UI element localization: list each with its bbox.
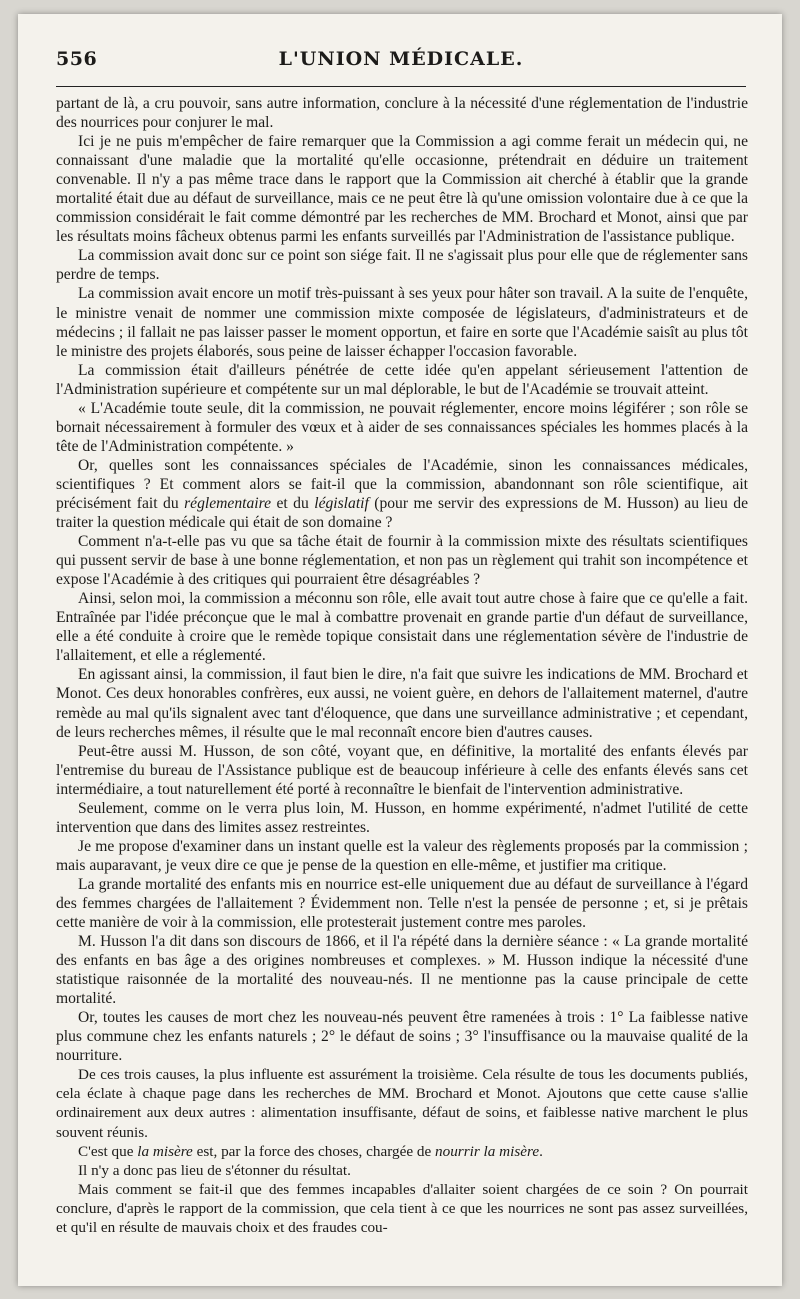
running-title: L'UNION MÉDICALE. — [278, 48, 524, 70]
paragraph-text: est, par la force des choses, chargée de — [192, 1142, 435, 1160]
paragraph — [56, 1008, 748, 1065]
paragraph-text: M. Husson l'a dit dans son discours de 1866, et il l'a répété dans la dernière séance : « La grande mortalité des enfants en bas âge a des origines nombreuses et complexes. » M. Husson indique la nécessité d'une statistique raisonnée de la mortalité des nouveau-nés. Il ne mentionne pas la cause principale de cette mortalité. — [56, 933, 748, 1008]
paragraph-text: Or, quelles sont les connaissances spéciales de l'Académie, sinon les connaissances médicales, scientifiques ? Et comment alors se fait-il que la commission, abandonnant son rôle scientifique, ait précisément fait du — [56, 456, 748, 512]
page-number: 556 — [56, 48, 98, 70]
paragraph — [56, 361, 748, 399]
italic-text: réglementaire — [184, 494, 271, 512]
paragraph-text: La commission avait encore un motif très-puissant à ses yeux pour hâter son travail. A la suite de l'enquête, le ministre venait de nommer une commission mixte composée de législateurs, d'administrateurs et de médecins ; il fallait ne pas laisser passer le moment opportun, et faire en sorte que l'Académie saisît au plus tôt le ministre des projets élaborés, sous peine de laisser échapper l'occasion favorable. — [56, 285, 748, 360]
header-rule — [56, 86, 746, 87]
paragraph-text: Peut-être aussi M. Husson, de son côté, voyant que, en définitive, la mortalité des enfants élevés par l'entremise du bureau de l'Assistance publique est de beaucoup inférieure à celle des enfants élevés sans cet intermédiaire, a tout naturellement été porté à reconnaître le bienfait de l'intervention administrative. — [56, 742, 748, 798]
paragraph — [56, 1180, 748, 1237]
paragraph-text: Il n'y a donc pas lieu de s'étonner du résultat. — [78, 1161, 351, 1179]
paragraph — [56, 1065, 748, 1141]
paragraph-text: Ainsi, selon moi, la commission a méconnu son rôle, elle avait tout autre chose à faire que ce qu'elle a fait. Entraînée par l'idée préconçue que le mal à combattre provenait en grande partie d'un défaut de surveillance, elle a été conduite à croire que le remède topique consistait dans une réglementation sévère de l'industrie de l'allaitement, et elle a réglementé. — [56, 590, 748, 665]
paragraph — [56, 799, 748, 837]
paragraph-text: Mais comment se fait-il que des femmes incapables d'allaiter soient chargées de ce soin ? On pourrait conclure, d'après le rapport de la commission, que cela tient à ce que les nourrices ne sont pas assez surveillées, et qu'il en résulte de mauvais choix et des fraudes cou- — [56, 1180, 748, 1236]
italic-text: législatif — [314, 494, 369, 512]
paragraph-text: partant de là, a cru pouvoir, sans autre information, conclure à la nécessité d'une réglementation de l'industrie des nourrices pour conjurer le mal. — [56, 95, 748, 132]
paragraph-text: Or, toutes les causes de mort chez les nouveau-nés peuvent être ramenées à trois : 1° La faiblesse native plus commune chez les enfants naturels ; 2° le défaut de soins ; 3° l'insuffisance ou la mauvaise qualité de la nourriture. — [56, 1009, 748, 1065]
paragraph — [56, 665, 748, 741]
paragraph — [56, 532, 748, 589]
paragraph-text: . — [539, 1142, 543, 1160]
paragraph — [56, 246, 748, 284]
paragraph-text: C'est que — [78, 1142, 138, 1160]
paragraph-text: La grande mortalité des enfants mis en nourrice est-elle uniquement due au défaut de surveillance à l'égard des femmes chargées de l'allaitement ? Évidemment non. Telle n'est la pensée de personne ; et, si je prêtais cette manière de voir à la commission, elle protesterait justement contre mes paroles. — [56, 875, 748, 932]
paragraph — [56, 94, 748, 132]
paragraph-text: Seulement, comme on le verra plus loin, M. Husson, en homme expérimenté, n'admet l'utilité de cette intervention que dans des limites assez restreintes. — [56, 799, 748, 836]
paragraph — [56, 132, 748, 246]
paragraph-text: En agissant ainsi, la commission, il faut bien le dire, n'a fait que suivre les indications de MM. Brochard et Monot. Ces deux honorables confrères, eux aussi, ne voient guère, en dehors de l'allaitement maternel, d'autre remède au mal qu'ils signalent avec tant d'éloquence, que dans une surveillance administrative ; et cependant, de leurs recherches mêmes, il résulte que le mal reconnaît encore bien d'autres causes. — [56, 666, 748, 741]
page-header — [56, 48, 746, 88]
paragraph — [56, 932, 748, 1008]
paragraph-text: et du — [271, 494, 315, 512]
paragraph — [56, 399, 748, 456]
paragraph-text: Comment n'a-t-elle pas vu que sa tâche était de fournir à la commission mixte des résultats scientifiques qui pussent servir de base à une bonne réglementation, et non pas un règlement qui trahit son incompétence et expose l'Académie à des critiques qui pourraient être désagréables ? — [56, 533, 748, 589]
paragraph-text: La commission était d'ailleurs pénétrée de cette idée qu'en appelant sérieusement l'attention de l'Administration supérieure et compétente sur un mal déplorable, le but de l'Académie se trouvait atteint. — [56, 361, 748, 398]
paragraph — [56, 589, 748, 665]
paragraph-text: (pour me servir des expressions de M. Husson) au lieu de traiter la question médicale qui était de son domaine ? — [56, 494, 749, 532]
paragraph — [56, 284, 748, 360]
paragraph-text: Je me propose d'examiner dans un instant quelle est la valeur des règlements proposés par la commission ; mais auparavant, je veux dire ce que je pense de la question en elle-même, et justifier ma critique. — [56, 837, 748, 874]
paragraph — [56, 837, 748, 875]
paragraph — [56, 875, 748, 932]
paragraph — [56, 456, 748, 532]
page — [18, 14, 782, 1286]
paragraph-text: « L'Académie toute seule, dit la commission, ne pouvait réglementer, encore moins légiférer ; son rôle se bornait nécessairement à formuler des vœux et à aider de ses connaissances spéciales les hommes placés à la tête de l'Administration compétente. » — [56, 399, 748, 455]
italic-text: nourrir la misère — [435, 1142, 540, 1160]
paragraph — [56, 1161, 748, 1180]
italic-text: la misère — [137, 1142, 193, 1160]
paragraph-text: La commission avait donc sur ce point son siége fait. Il ne s'agissait plus pour elle que de réglementer sans perdre de temps. — [56, 247, 748, 284]
paragraph — [56, 742, 748, 799]
paragraph-text: De ces trois causes, la plus influente est assurément la troisième. Cela résulte de tous les documents publiés, cela éclate à chaque page dans les recherches de MM. Brochard et Monot. Ajoutons que cette cause s'allie ordinairement aux deux autres : alimentation insuffisante, défaut de soins, et faiblesse native marchent le plus souvent réunis. — [56, 1066, 748, 1141]
paragraph — [56, 1142, 748, 1161]
paragraph-text: Ici je ne puis m'empêcher de faire remarquer que la Commission a agi comme ferait un médecin qui, ne connaissant d'une maladie que la mortalité qu'elle occasionne, prétendrait en déduire un traitement convenable. Il n'y a pas même trace dans le rapport que la Commission ait cherché à établir que la grande mortalité était due au défaut de surveillance, mais ce ne peut être là qu'une omission volontaire due à ce que la commission considérait le fait comme démontré par les recherches de MM. Brochard et Monot, ainsi que par les résultats moins fâcheux obtenus parmi les enfants surveillés par l'Administration de l'assistance publique. — [56, 133, 748, 246]
article-body — [56, 94, 748, 1237]
